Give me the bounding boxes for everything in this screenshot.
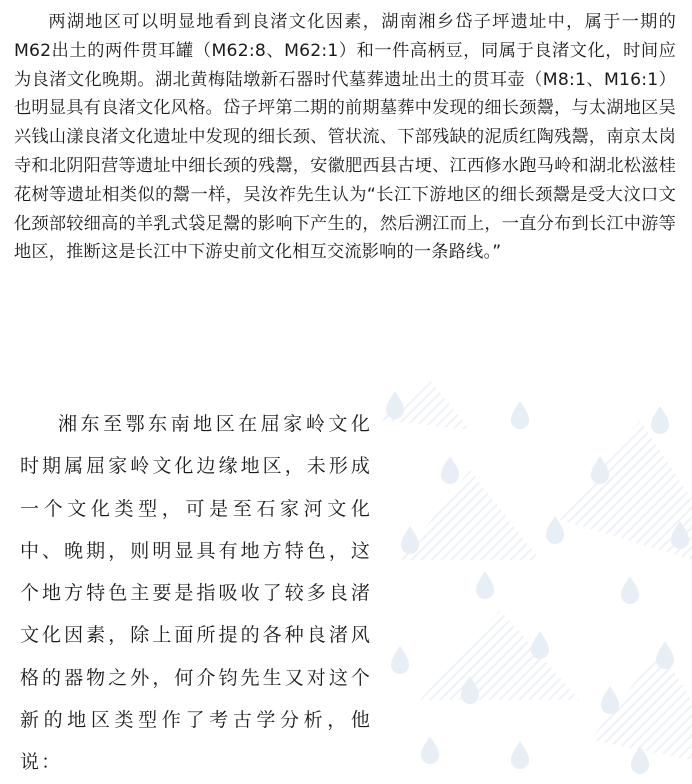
paragraph-2: 湘东至鄂东南地区在屈家岭文化时期属屈家岭文化边缘地区，未形成一个文化类型，可是至石家河文化中、晚期，则明显具有地方特色，这个地方特色主要是指吸收了较多良渚文化因素，除上面所提的各种良渚风格的器物之外，何介钧先生又对这个新的地区类型作了考古学分析，他说： (20, 413, 372, 774)
paragraph-1: 两湖地区可以明显地看到良渚文化因素，湖南湘乡岱子坪遗址中，属于一期的M62出土的两件贯耳罐（M62:8、M62:1）和一件高柄豆，同属于良渚文化，时间应为良渚文化晚期。湖北黄梅陆墩新石器时代墓葬遗址出土的贯耳壶（M8:1、M16:1）也明显具有良渚文化风格。岱子坪第二期的前期墓葬中发现的细长颈鬶，与太湖地区吴兴钱山漾良渚文化遗址中发现的细长颈、管状流、下部残缺的泥质红陶残鬶，南京太岗寺和北阴阳营等遗址中细长颈的残鬶，安徽肥西县古埂、江西修水跑马岭和湖北松滋桂花树等遗址相类似的鬶一样，吴汝祚先生认为“长江下游地区的细长颈鬶是受大汶口文化颈部较细高的羊乳式袋足鬶的影响下产生的，然后溯江而上，一直分布到长江中游等地区，推断这是长江中下游史前文化相互交流影响的一条路线。” (14, 12, 676, 263)
